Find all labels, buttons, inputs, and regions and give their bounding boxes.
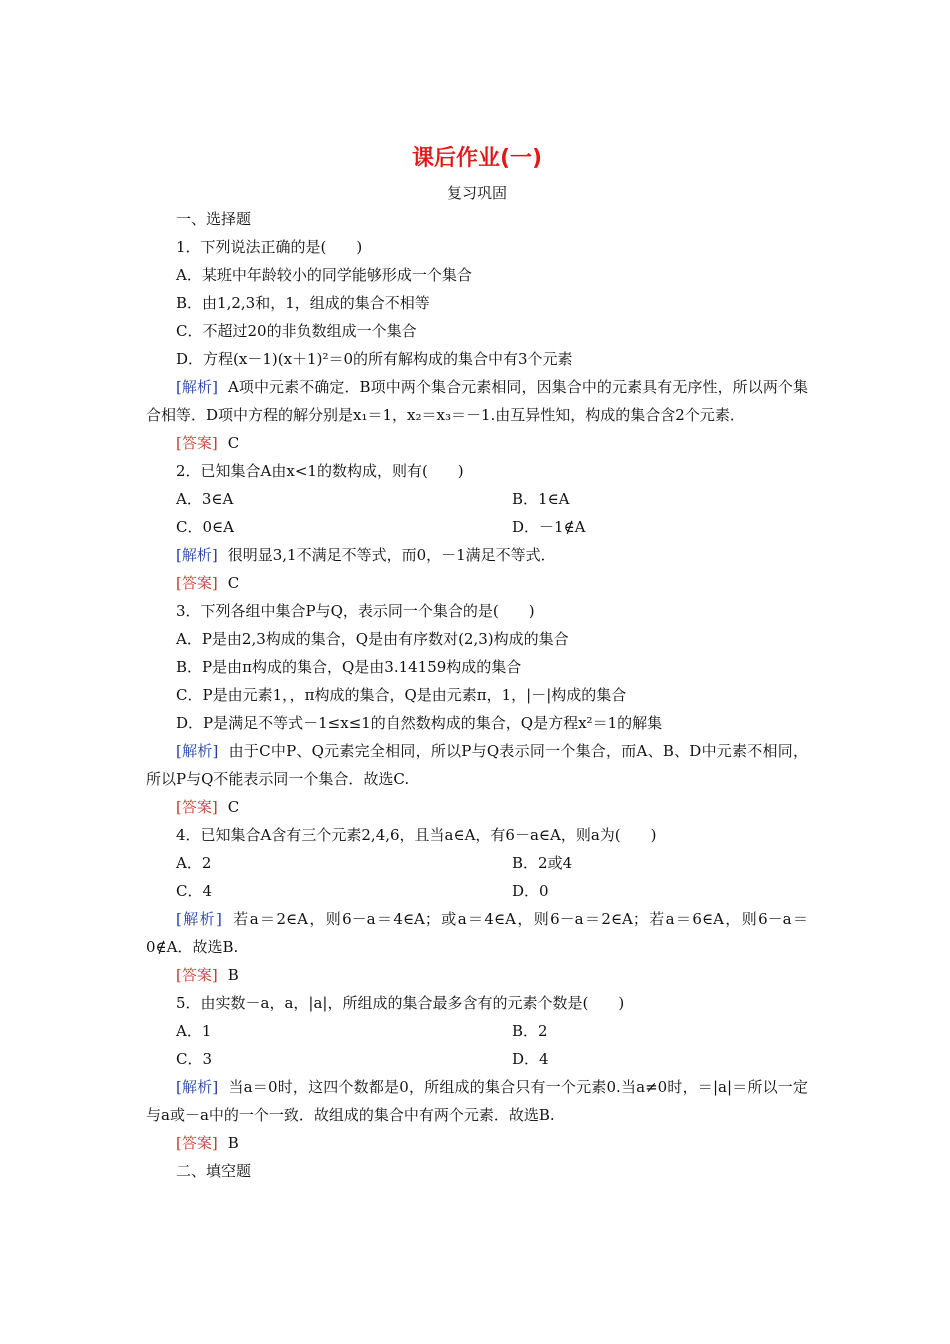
answer-line — [146, 429, 808, 457]
page-title: 课后作业(一) — [411, 146, 543, 171]
document-body — [146, 205, 808, 1185]
option-b: B．1∈A — [512, 490, 570, 508]
analysis-tag: [解析] — [176, 1078, 219, 1096]
answer-tag: [答案] — [176, 966, 218, 984]
option-b: B．2或4 — [512, 854, 573, 872]
option-b: B．2 — [512, 1022, 548, 1040]
options-row — [146, 1045, 808, 1073]
option-d: D．0 — [512, 882, 549, 900]
question-stem: 3．下列各组中集合P与Q，表示同一个集合的是( ) — [176, 602, 535, 620]
answer-tag: [答案] — [176, 798, 218, 816]
option-a: A．某班中年龄较小的同学能够形成一个集合 — [176, 266, 472, 284]
option-a: A．2 — [176, 854, 212, 872]
analysis-paragraph — [146, 1073, 808, 1129]
analysis-paragraph — [146, 737, 808, 793]
section-heading: 一、选择题 — [176, 210, 252, 228]
option-d: D．4 — [512, 1050, 549, 1068]
option-c: C．4 — [176, 882, 213, 900]
option-a: A．P是由2,3构成的集合，Q是由有序数对(2,3)构成的集合 — [176, 630, 569, 648]
option-a: A．1 — [176, 1022, 212, 1040]
question-stem: 4．已知集合A含有三个元素2,4,6，且当a∈A，有6－a∈A，则a为( ) — [176, 826, 657, 844]
question-4 — [146, 821, 808, 989]
answer-value: B — [227, 1134, 239, 1152]
analysis-text: 由于C中P、Q元素完全相同，所以P与Q表示同一个集合，而A、B、D中元素不相同，所以P与Q不能表示同一个集合．故选C. — [146, 742, 808, 788]
option-c: C．不超过20的非负数组成一个集合 — [176, 322, 417, 340]
option-b: B．由1,2,3和，1，组成的集合不相等 — [176, 294, 430, 312]
options-row — [146, 513, 808, 541]
option-d: D．－1∉A — [512, 518, 586, 536]
options-row — [146, 877, 808, 905]
section-heading: 二、填空题 — [176, 1162, 252, 1180]
analysis-paragraph — [146, 905, 808, 961]
answer-value: B — [227, 966, 239, 984]
options-row — [146, 1017, 808, 1045]
question-1 — [146, 233, 808, 457]
options-row — [146, 485, 808, 513]
analysis-tag: [解析] — [176, 742, 219, 760]
analysis-tag: [解析] — [176, 546, 218, 564]
answer-line — [146, 793, 808, 821]
answer-line — [146, 569, 808, 597]
answer-tag: [答案] — [176, 574, 218, 592]
option-c: C．P是由元素1，，π构成的集合，Q是由元素π，1，|－|构成的集合 — [176, 686, 627, 704]
answer-value: C — [227, 574, 240, 592]
question-stem: 2．已知集合A由x<1的数构成，则有( ) — [176, 462, 464, 480]
answer-tag: [答案] — [176, 434, 218, 452]
analysis-text: 当a＝0时，这四个数都是0，所组成的集合只有一个元素0.当a≠0时，＝|a|＝所以一定与a或－a中的一个一致．故组成的集合中有两个元素．故选B. — [146, 1078, 808, 1124]
option-c: C．3 — [176, 1050, 213, 1068]
analysis-text: 很明显3,1不满足不等式，而0，－1满足不等式． — [227, 546, 556, 564]
option-d: D．方程(x－1)(x＋1)²＝0的所有解构成的集合中有3个元素 — [176, 350, 573, 368]
answer-line — [146, 961, 808, 989]
analysis-text: 若a＝2∈A，则6－a＝4∈A；或a＝4∈A，则6－a＝2∈A；若a＝6∈A，则6－a＝0∉A．故选B. — [146, 910, 808, 956]
answer-tag: [答案] — [176, 1134, 218, 1152]
answer-value: C — [227, 798, 240, 816]
answer-value: C — [227, 434, 240, 452]
analysis-text: A项中元素不确定．B项中两个集合元素相同，因集合中的元素具有无序性，所以两个集合相等．D项中方程的解分别是x₁＝1，x₂＝x₃＝－1.由互异性知，构成的集合含2个元素． — [146, 378, 808, 424]
analysis-tag: [解析] — [176, 910, 222, 928]
option-a: A．3∈A — [176, 490, 234, 508]
analysis-paragraph — [146, 541, 808, 569]
answer-line — [146, 1129, 808, 1157]
options-row — [146, 849, 808, 877]
analysis-tag: [解析] — [176, 378, 218, 396]
analysis-paragraph — [146, 373, 808, 429]
option-c: C．0∈A — [176, 518, 234, 536]
option-d: D．P是满足不等式－1≤x≤1的自然数构成的集合，Q是方程x²＝1的解集 — [176, 714, 663, 732]
question-stem: 5．由实数－a，a，|a|，所组成的集合最多含有的元素个数是( ) — [176, 994, 625, 1012]
question-3 — [146, 597, 808, 821]
question-stem: 1．下列说法正确的是( ) — [176, 238, 363, 256]
option-b: B．P是由π构成的集合，Q是由3.14159构成的集合 — [176, 658, 522, 676]
question-2 — [146, 457, 808, 597]
question-5 — [146, 989, 808, 1157]
page-subtitle: 复习巩固 — [446, 184, 507, 202]
